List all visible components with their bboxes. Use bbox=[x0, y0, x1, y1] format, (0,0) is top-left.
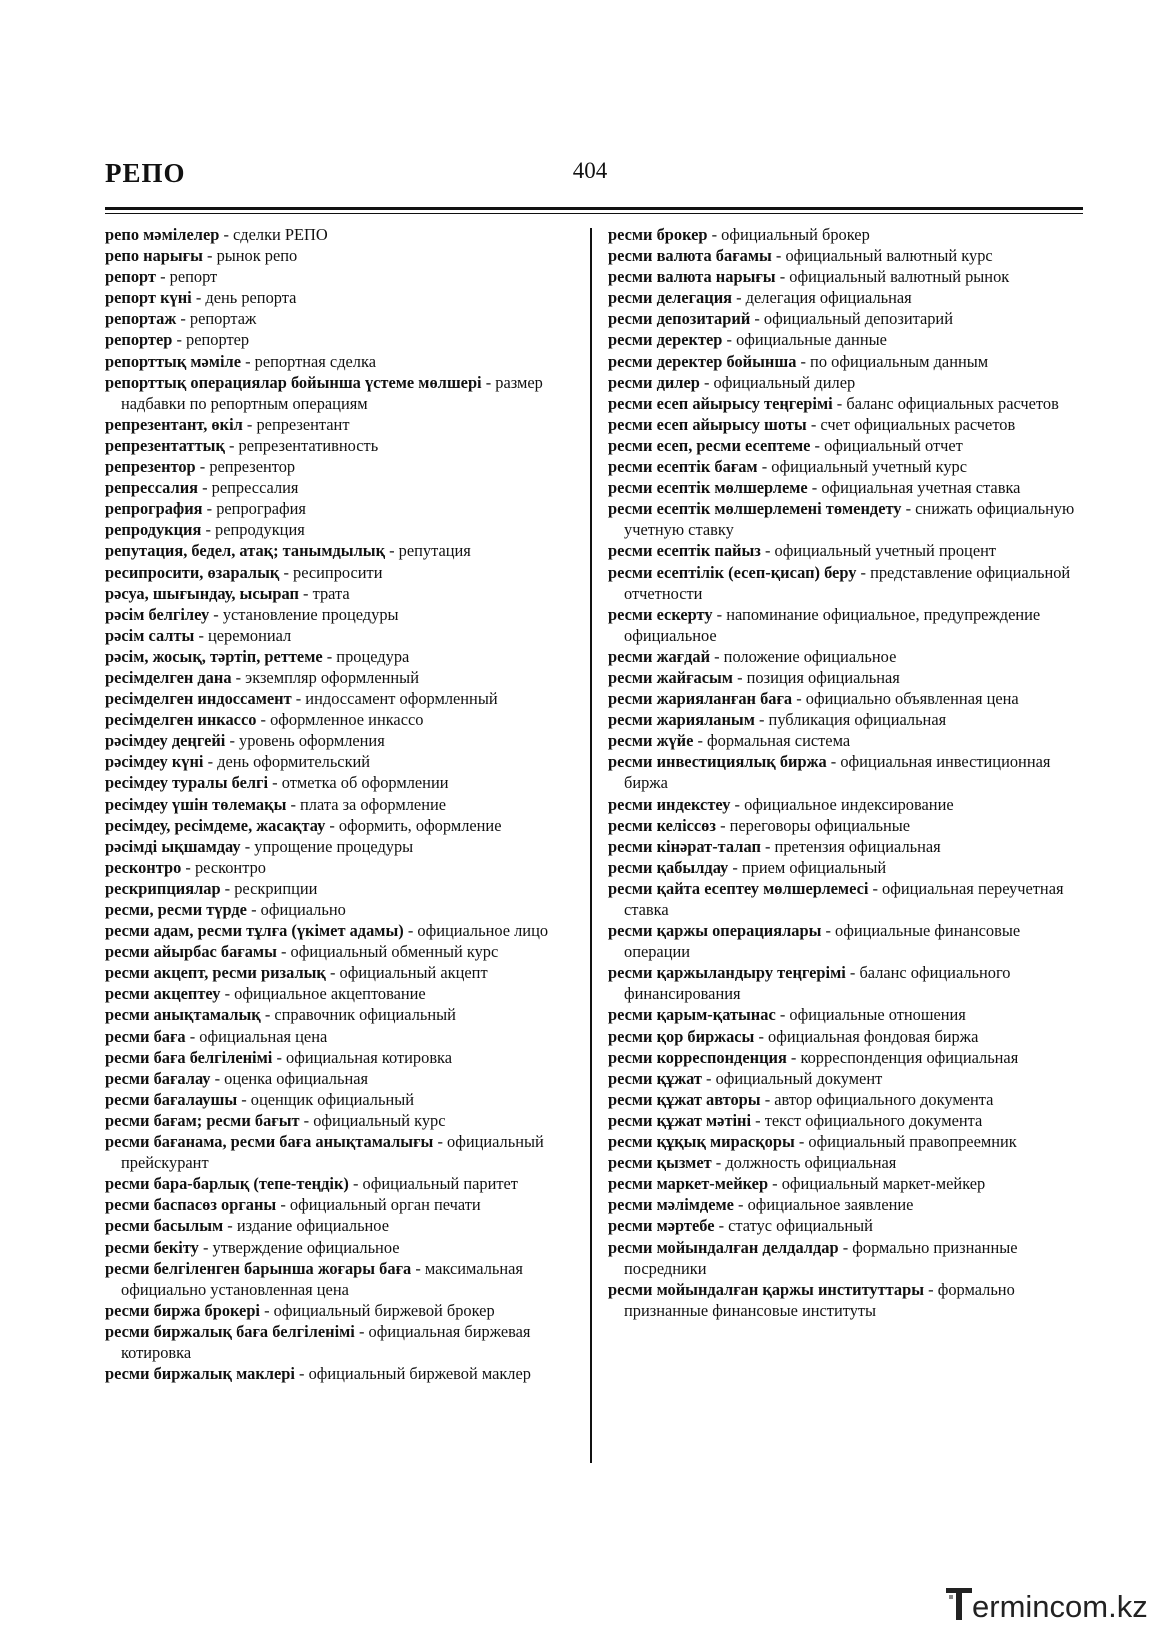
dictionary-entry bbox=[105, 1026, 583, 1047]
entry-term: ресми корреспонденция bbox=[608, 1047, 787, 1067]
entry-term: ресми бекіту bbox=[105, 1237, 199, 1257]
dictionary-entry bbox=[105, 1215, 583, 1236]
entry-term: ресми биржалық маклері bbox=[105, 1364, 295, 1384]
dictionary-entry bbox=[105, 688, 583, 709]
dictionary-entry bbox=[105, 1300, 583, 1321]
dictionary-entry bbox=[608, 1089, 1086, 1110]
entry-term: ресми бағам; ресми бағыт bbox=[105, 1110, 300, 1130]
entry-definition: - официальный маркет-мейкер bbox=[768, 1174, 986, 1194]
entry-definition: - отметка об оформлении bbox=[268, 773, 449, 793]
dictionary-entry bbox=[608, 836, 1086, 857]
entry-definition: - официальная котировка bbox=[272, 1047, 453, 1067]
dictionary-entry bbox=[608, 709, 1086, 730]
entry-definition: - официальный валютный рынок bbox=[775, 267, 1010, 287]
entry-term: репортаж bbox=[105, 309, 177, 329]
entry-definition: - индоссамент оформленный bbox=[291, 689, 498, 709]
entry-definition: - репортер bbox=[172, 330, 250, 350]
dictionary-entry bbox=[608, 308, 1086, 329]
dictionary-entry bbox=[608, 667, 1086, 688]
entry-definition: - рескрипции bbox=[220, 878, 318, 898]
dictionary-entry bbox=[105, 329, 583, 350]
dictionary-entry bbox=[105, 1047, 583, 1068]
entry-term: ресми индекстеу bbox=[608, 794, 731, 814]
entry-term: рәсім белгілеу bbox=[105, 604, 210, 624]
dictionary-entry bbox=[105, 941, 583, 962]
entry-term: ресми биржа брокері bbox=[105, 1300, 260, 1320]
entry-term: ресконтро bbox=[105, 857, 182, 877]
dictionary-entry bbox=[608, 794, 1086, 815]
entry-term: репо мәмілелер bbox=[105, 225, 220, 244]
entry-term: ресми бағалаушы bbox=[105, 1089, 238, 1109]
entry-term: ресми бағалау bbox=[105, 1068, 211, 1088]
entry-term: ресми деректер бойынша bbox=[608, 351, 797, 371]
dictionary-entry bbox=[105, 667, 583, 688]
entry-definition: - позиция официальная bbox=[732, 667, 900, 687]
entry-term: ресми жағдай bbox=[608, 646, 711, 666]
dictionary-entry bbox=[105, 794, 583, 815]
dictionary-entry bbox=[105, 224, 583, 245]
entry-definition: - снижать официальную учетную ставку bbox=[624, 499, 1075, 540]
entry-definition: - делегация официальная bbox=[732, 288, 912, 308]
entry-term: ресми есептік бағам bbox=[608, 457, 758, 477]
entry-term: ресми бағанама, ресми баға анықтамалығы bbox=[105, 1132, 434, 1152]
entry-term: рәсімді ықшамдау bbox=[105, 836, 241, 856]
dictionary-entry bbox=[105, 730, 583, 751]
entry-term: репортер bbox=[105, 330, 173, 350]
entry-definition: - репортная сделка bbox=[241, 351, 376, 371]
entry-term: ресми құжат bbox=[608, 1068, 702, 1088]
entry-definition: - формально признанные финансовые институты bbox=[624, 1279, 1015, 1320]
entry-definition: - баланс официального финансирования bbox=[624, 963, 1011, 1004]
entry-term: репрезентаттық bbox=[105, 435, 225, 455]
entry-term: ресми жарияланым bbox=[608, 710, 755, 730]
entry-term: ресми брокер bbox=[608, 225, 708, 244]
entry-definition: - официально bbox=[246, 900, 346, 919]
entry-definition: - оценщик официальный bbox=[237, 1089, 415, 1109]
entry-term: ресімдеу үшін төлемақы bbox=[105, 794, 287, 814]
entry-definition: - оформленное инкассо bbox=[256, 710, 424, 730]
dictionary-entry bbox=[608, 1004, 1086, 1025]
dictionary-entry bbox=[608, 857, 1086, 878]
dictionary-entry bbox=[105, 1363, 583, 1384]
dictionary-entry bbox=[608, 688, 1086, 709]
dictionary-entry bbox=[105, 1004, 583, 1025]
entry-definition: - максимальная официально установленная цена bbox=[121, 1258, 523, 1299]
dictionary-entry bbox=[608, 604, 1086, 646]
entry-term: ресми биржалық баға белгіленімі bbox=[105, 1321, 355, 1341]
entry-term: репорттық мәміле bbox=[105, 351, 241, 371]
dictionary-entry bbox=[608, 1110, 1086, 1131]
entry-definition: - официальное лицо bbox=[403, 921, 549, 941]
dictionary-entry bbox=[608, 540, 1086, 561]
entry-definition: - репутация bbox=[385, 541, 471, 561]
entry-term: рәсімдеу күні bbox=[105, 752, 204, 772]
entry-definition: - оформить, оформление bbox=[325, 815, 502, 835]
termincom-watermark bbox=[946, 1583, 1146, 1627]
entry-definition: - церемониал bbox=[194, 625, 292, 645]
entry-definition: - формальная система bbox=[693, 731, 851, 751]
entry-definition: - официальная переучетная ставка bbox=[624, 878, 1064, 919]
dictionary-entry bbox=[105, 983, 583, 1004]
entry-term: ресми құжат авторы bbox=[608, 1089, 761, 1109]
entry-definition: - репрография bbox=[202, 499, 306, 519]
dictionary-entry bbox=[105, 1258, 583, 1300]
dictionary-entry bbox=[105, 477, 583, 498]
entry-definition: - официальный отчет bbox=[810, 435, 963, 455]
entry-term: ресми дилер bbox=[608, 372, 700, 392]
page-header-title: РЕПО bbox=[105, 158, 186, 188]
entry-definition: - официальный валютный курс bbox=[771, 246, 993, 266]
entry-definition: - претензия официальная bbox=[760, 836, 941, 856]
entry-definition: - официальные отношения bbox=[775, 1005, 966, 1025]
entry-term: ресми кінәрат-талап bbox=[608, 836, 761, 856]
entry-definition: - репрезентант bbox=[242, 414, 350, 434]
entry-definition: - репрессалия bbox=[198, 478, 299, 498]
entry-definition: - трата bbox=[298, 583, 350, 603]
entry-term: ресми маркет-мейкер bbox=[608, 1174, 769, 1194]
entry-term: репрезентор bbox=[105, 457, 196, 477]
dictionary-entry bbox=[105, 287, 583, 308]
dictionary-entry bbox=[608, 1237, 1086, 1279]
entry-term: ресми басылым bbox=[105, 1216, 224, 1236]
dictionary-entry bbox=[105, 372, 583, 414]
entry-definition: - официальный правопреемник bbox=[794, 1132, 1017, 1152]
entry-term: репо нарығы bbox=[105, 246, 203, 266]
dictionary-entry bbox=[608, 414, 1086, 435]
dictionary-entry bbox=[105, 815, 583, 836]
entry-definition: - официальный акцепт bbox=[325, 963, 488, 983]
dictionary-entry bbox=[608, 287, 1086, 308]
entry-term: ресми есептілік (есеп-қисап) беру bbox=[608, 562, 857, 582]
entry-definition: - репорт bbox=[155, 267, 218, 287]
dictionary-entry bbox=[608, 1215, 1086, 1236]
entry-definition: - официальный прейскурант bbox=[121, 1132, 544, 1173]
entry-definition: - официальное акцептование bbox=[220, 984, 426, 1004]
dictionary-entry bbox=[608, 815, 1086, 836]
dictionary-entry bbox=[105, 266, 583, 287]
entry-definition: - утверждение официальное bbox=[198, 1237, 400, 1257]
dictionary-entry bbox=[608, 920, 1086, 962]
entry-definition: - оценка официальная bbox=[210, 1068, 369, 1088]
dictionary-entry bbox=[608, 1194, 1086, 1215]
entry-term: репродукция bbox=[105, 520, 202, 540]
entry-term: ресми белгіленген барынша жоғары баға bbox=[105, 1258, 412, 1278]
entry-term: ресімдеу туралы белгі bbox=[105, 773, 269, 793]
entry-term: ресми есеп, ресми есептеме bbox=[608, 435, 811, 455]
entry-definition: - положение официальное bbox=[710, 646, 897, 666]
entry-definition: - репортаж bbox=[176, 309, 257, 329]
entry-term: рәсім салты bbox=[105, 625, 195, 645]
entry-definition: - процедура bbox=[322, 646, 410, 666]
entry-definition: - официальный брокер bbox=[707, 225, 870, 244]
entry-term: ресми делегация bbox=[608, 288, 733, 308]
dictionary-entry bbox=[105, 604, 583, 625]
entry-definition: - официальный документ bbox=[701, 1068, 883, 1088]
dictionary-entry bbox=[105, 962, 583, 983]
entry-term: ресми есеп айырысу шоты bbox=[608, 414, 807, 434]
entry-term: репрография bbox=[105, 499, 203, 519]
dictionary-entry bbox=[105, 1131, 583, 1173]
entry-definition: - сделки РЕПО bbox=[219, 225, 328, 244]
entry-term: ресми мәртебе bbox=[608, 1216, 715, 1236]
entry-term: ресми баға bbox=[105, 1026, 186, 1046]
dictionary-entry bbox=[608, 372, 1086, 393]
dictionary-entry bbox=[608, 456, 1086, 477]
entry-definition: - официальная фондовая биржа bbox=[754, 1026, 979, 1046]
entry-term: ресипросити, өзаралық bbox=[105, 562, 280, 582]
dictionary-entry bbox=[105, 1194, 583, 1215]
header-rule-thin bbox=[105, 213, 1083, 214]
entry-definition: - ресипросити bbox=[279, 562, 383, 582]
dictionary-entry bbox=[105, 540, 583, 561]
dictionary-entry bbox=[105, 414, 583, 435]
dictionary-entry bbox=[105, 245, 583, 266]
dictionary-entry bbox=[608, 477, 1086, 498]
entry-term: ресми құжат мәтіні bbox=[608, 1110, 752, 1130]
entry-definition: - официальное индексирование bbox=[730, 794, 954, 814]
entry-term: ресми баспасөз органы bbox=[105, 1195, 277, 1215]
entry-definition: - официальная биржевая котировка bbox=[121, 1321, 531, 1362]
entry-definition: - репрезентор bbox=[195, 457, 296, 477]
entry-definition: - официальный учетный процент bbox=[760, 541, 997, 561]
dictionary-entry bbox=[608, 962, 1086, 1004]
header-rule-thick bbox=[105, 207, 1083, 210]
dictionary-entry bbox=[105, 498, 583, 519]
dictionary-entry bbox=[105, 836, 583, 857]
entry-term: ресми адам, ресми тұлға (үкімет адамы) bbox=[105, 921, 404, 941]
dictionary-entry bbox=[105, 772, 583, 793]
entry-definition: - автор официального документа bbox=[760, 1089, 994, 1109]
entry-definition: - официальный дилер bbox=[699, 372, 856, 392]
entry-term: рескрипциялар bbox=[105, 878, 221, 898]
entry-term: ресми қайта есептеу мөлшерлемесі bbox=[608, 878, 869, 898]
entry-definition: - день оформительский bbox=[203, 752, 371, 772]
entry-definition: - официальный учетный курс bbox=[757, 457, 968, 477]
entry-term: ресми қызмет bbox=[608, 1153, 712, 1173]
dictionary-entry bbox=[105, 308, 583, 329]
entry-definition: - репрезентативность bbox=[224, 435, 379, 455]
entry-term: ресми мойындалған делдалдар bbox=[608, 1237, 839, 1257]
dictionary-entry bbox=[608, 562, 1086, 604]
entry-definition: - текст официального документа bbox=[751, 1110, 983, 1130]
entry-definition: - установление процедуры bbox=[209, 604, 399, 624]
entry-term: ресми, ресми түрде bbox=[105, 900, 247, 919]
dictionary-entry bbox=[105, 562, 583, 583]
dictionary-entry bbox=[105, 456, 583, 477]
dictionary-entry bbox=[608, 1173, 1086, 1194]
entry-definition: - переговоры официальные bbox=[715, 815, 911, 835]
entry-term: репрессалия bbox=[105, 478, 199, 498]
dictionary-entry bbox=[105, 583, 583, 604]
entry-term: ресми анықтамалық bbox=[105, 1005, 261, 1025]
dictionary-entry bbox=[105, 1237, 583, 1258]
entry-definition: - экземпляр оформленный bbox=[231, 667, 419, 687]
entry-definition: - официальный биржевой маклер bbox=[294, 1364, 531, 1384]
dictionary-entry bbox=[608, 878, 1086, 920]
entry-term: ресми жүйе bbox=[608, 731, 694, 751]
entry-term: рәсуа, шығындау, ысырап bbox=[105, 583, 299, 603]
entry-definition: - официальная учетная ставка bbox=[807, 478, 1021, 498]
entry-definition: - официальный орган печати bbox=[276, 1195, 481, 1215]
dictionary-entry bbox=[105, 1068, 583, 1089]
entry-term: ресми қор биржасы bbox=[608, 1026, 755, 1046]
dictionary-entry bbox=[105, 646, 583, 667]
dictionary-entry bbox=[608, 1152, 1086, 1173]
dictionary-entry bbox=[608, 435, 1086, 456]
entry-definition: - справочник официальный bbox=[260, 1005, 456, 1025]
entry-term: ресми акцептеу bbox=[105, 984, 221, 1004]
entry-term: ресми мәлімдеме bbox=[608, 1195, 734, 1215]
entry-term: ресми инвестициялық биржа bbox=[608, 752, 827, 772]
dictionary-entry bbox=[608, 646, 1086, 667]
entry-definition: - представление официальной отчетности bbox=[624, 562, 1071, 603]
entry-definition: - упрощение процедуры bbox=[240, 836, 414, 856]
right-column bbox=[608, 224, 1086, 1321]
entry-term: ресми валюта бағамы bbox=[608, 246, 772, 266]
dictionary-entry bbox=[105, 519, 583, 540]
dictionary-entry bbox=[105, 1321, 583, 1363]
entry-term: ресми валюта нарығы bbox=[608, 267, 776, 287]
dictionary-entry bbox=[608, 1131, 1086, 1152]
entry-definition: - официальный паритет bbox=[348, 1174, 518, 1194]
entry-definition: - рынок репо bbox=[202, 246, 298, 266]
dictionary-entry bbox=[608, 730, 1086, 751]
entry-definition: - баланс официальных расчетов bbox=[832, 393, 1059, 413]
entry-term: ресми мойындалған қаржы институттары bbox=[608, 1279, 925, 1299]
page-number: 404 bbox=[572, 158, 608, 183]
entry-definition: - официальные финансовые операции bbox=[624, 921, 1021, 962]
entry-term: ресми құқық мирасқоры bbox=[608, 1132, 795, 1152]
entry-definition: - официальный биржевой брокер bbox=[260, 1300, 495, 1320]
dictionary-entry bbox=[608, 1026, 1086, 1047]
dictionary-entry bbox=[608, 393, 1086, 414]
entry-term: ресми баға белгіленімі bbox=[105, 1047, 273, 1067]
entry-definition: - статус официальный bbox=[714, 1216, 873, 1236]
entry-definition: - официальный депозитарий bbox=[750, 309, 953, 329]
dictionary-entry bbox=[105, 351, 583, 372]
dictionary-entry bbox=[105, 899, 583, 920]
entry-definition: - прием официальный bbox=[728, 857, 887, 877]
entry-definition: - официальная цена bbox=[185, 1026, 328, 1046]
entry-definition: - публикация официальная bbox=[754, 710, 947, 730]
entry-term: ресми жарияланған баға bbox=[608, 689, 793, 709]
entry-definition: - должность официальная bbox=[711, 1153, 897, 1173]
entry-definition: - уровень оформления bbox=[225, 731, 385, 751]
dictionary-entry bbox=[608, 498, 1086, 540]
entry-term: ресми деректер bbox=[608, 330, 723, 350]
dictionary-entry bbox=[105, 878, 583, 899]
entry-definition: - официальная инвестиционная биржа bbox=[624, 752, 1051, 793]
entry-definition: - официально объявленная цена bbox=[792, 689, 1019, 709]
watermark-text: ermincom.kz bbox=[972, 1589, 1148, 1624]
entry-term: ресми қаржы операциялары bbox=[608, 921, 822, 941]
entry-term: репорттық операциялар бойынша үстеме мөлшері bbox=[105, 372, 482, 392]
dictionary-entry bbox=[608, 266, 1086, 287]
entry-term: рәсім, жосық, тәртіп, реттеме bbox=[105, 646, 323, 666]
entry-term: ресми есептік пайыз bbox=[608, 541, 761, 561]
entry-term: ресми есептік мөлшерлеме bbox=[608, 478, 808, 498]
entry-term: репутация, бедел, атақ; танымдылық bbox=[105, 541, 386, 561]
dictionary-entry bbox=[608, 329, 1086, 350]
entry-definition: - плата за оформление bbox=[286, 794, 447, 814]
entry-term: ресімделген индоссамент bbox=[105, 689, 292, 709]
entry-term: ресми қаржыландыру теңгерімі bbox=[608, 963, 846, 983]
entry-term: ресми айырбас бағамы bbox=[105, 942, 277, 962]
entry-term: ресімделген инкассо bbox=[105, 710, 257, 730]
entry-definition: - официальный курс bbox=[299, 1110, 446, 1130]
entry-term: ресми депозитарий bbox=[608, 309, 751, 329]
entry-definition: - официальный обменный курс bbox=[276, 942, 499, 962]
dictionary-entry bbox=[608, 351, 1086, 372]
entry-definition: - официальное заявление bbox=[733, 1195, 914, 1215]
dictionary-entry bbox=[608, 751, 1086, 793]
dictionary-entry bbox=[105, 1089, 583, 1110]
entry-term: рәсімдеу деңгейі bbox=[105, 731, 226, 751]
dictionary-entry bbox=[105, 1110, 583, 1131]
entry-definition: - официальные данные bbox=[722, 330, 887, 350]
entry-term: ресми ескерту bbox=[608, 604, 713, 624]
entry-definition: - день репорта bbox=[191, 288, 297, 308]
entry-definition: - размер надбавки по репортным операциям bbox=[121, 372, 543, 413]
entry-definition: - репродукция bbox=[201, 520, 305, 540]
entry-term: ресми бара-барлық (тепе-теңдік) bbox=[105, 1174, 349, 1194]
entry-definition: - счет официальных расчетов bbox=[806, 414, 1016, 434]
dictionary-entry bbox=[608, 1047, 1086, 1068]
column-divider bbox=[590, 228, 592, 1463]
entry-term: ресімделген дана bbox=[105, 667, 232, 687]
entry-definition: - напоминание официальное, предупреждение официальное bbox=[624, 604, 1041, 645]
dictionary-entry bbox=[608, 224, 1086, 245]
dictionary-entry bbox=[608, 1279, 1086, 1321]
entry-definition: - по официальным данным bbox=[796, 351, 989, 371]
entry-definition: - формально признанные посредники bbox=[624, 1237, 1018, 1278]
dictionary-entry bbox=[105, 857, 583, 878]
entry-term: репорт күні bbox=[105, 288, 192, 308]
entry-term: ресми қабылдау bbox=[608, 857, 729, 877]
entry-term: ресми жайғасым bbox=[608, 667, 733, 687]
dictionary-entry bbox=[105, 751, 583, 772]
dictionary-entry bbox=[608, 1068, 1086, 1089]
entry-term: репорт bbox=[105, 267, 156, 287]
entry-definition: - корреспонденция официальная bbox=[786, 1047, 1019, 1067]
entry-definition: - ресконтро bbox=[181, 857, 266, 877]
entry-term: ресми есеп айырысу теңгерімі bbox=[608, 393, 833, 413]
entry-term: ресми келіссөз bbox=[608, 815, 716, 835]
dictionary-entry bbox=[105, 625, 583, 646]
left-column bbox=[105, 224, 583, 1384]
dictionary-entry bbox=[608, 245, 1086, 266]
dictionary-entry bbox=[105, 709, 583, 730]
termincom-logo-t-icon bbox=[946, 1586, 972, 1620]
entry-term: ресімдеу, ресімдеме, жасақтау bbox=[105, 815, 326, 835]
entry-term: ресми есептік мөлшерлемені төмендету bbox=[608, 499, 902, 519]
entry-term: ресми акцепт, ресми ризалық bbox=[105, 963, 326, 983]
dictionary-entry bbox=[105, 920, 583, 941]
dictionary-entry bbox=[105, 1173, 583, 1194]
entry-term: ресми қарым-қатынас bbox=[608, 1005, 776, 1025]
entry-definition: - издание официальное bbox=[223, 1216, 389, 1236]
dictionary-entry bbox=[105, 435, 583, 456]
entry-term: репрезентант, өкіл bbox=[105, 414, 243, 434]
